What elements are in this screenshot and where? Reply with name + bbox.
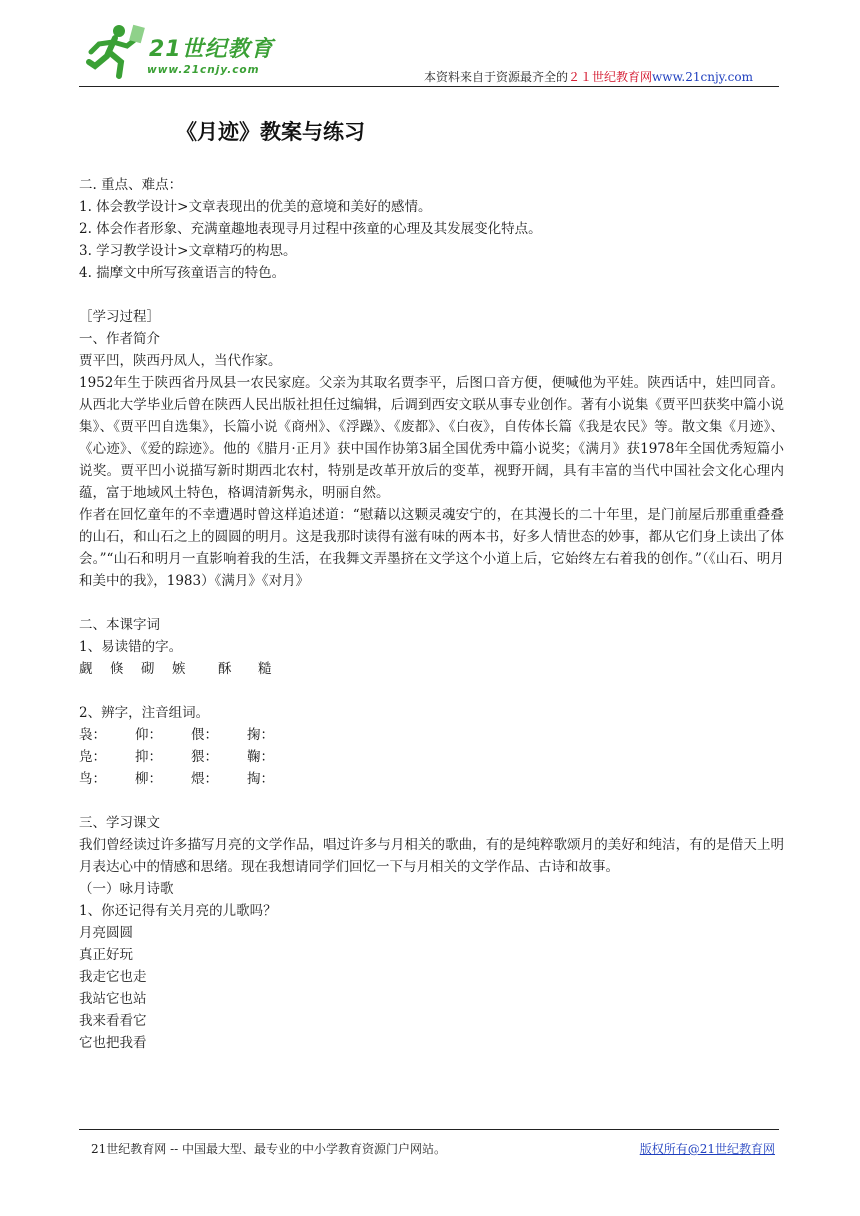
vocab-char: 酥 [218,661,232,677]
author-paragraph: 1952年生于陕西省丹凤县一农民家庭。父亲为其取名贾李平，后图口音方便，便喊他为平娃。陕西话中，娃凹同音。从西北大学毕业后曾在陕西人民出版社担任过编辑，后调到西安文联从事专业创作。著有小说集《贾平凹获奖中篇小说集》、《贾平凹自选集》，长篇小说《商州》、《浮躁》、《废都》、《白夜》，自传体长篇《我是农民》等。散文集《月迹》、《心迹》、《爱的踪迹》。他的《腊月·正月》获中国作协第3届全国优秀中篇小说奖；《满月》获1978年全国优秀短篇小说奖。贾平凹小说描写新时期西北农村，特别是改革开放后的变革，视野开阔，具有丰富的当代中国社会文化心理内蕴，富于地域风土特色，格调清新隽永，明丽自然。 [79,375,784,501]
keypoint-item: 3. 学习教学设计>文章精巧的构思。 [79,243,297,259]
footer-site-description: 21世纪教育网 -- 中国最大型、最专业的中小学教育资源门户网站。 [91,1142,447,1156]
poem-line: 我来看看它 [79,1013,147,1029]
study-intro: 我们曾经读过许多描写月亮的文学作品，唱过许多与月相关的歌曲，有的是纯粹歌颂月的美好和纯洁，有的是借天上明月表达心中的情感和思绪。现在我想请同学们回忆一下与月相关的文学作品、古诗和故事。 [79,837,784,875]
compare-cell: 袅： [79,727,106,743]
keypoints-heading: 二. 重点、难点： [79,177,183,193]
header-note-brand[interactable]: ２１世纪教育网 [568,70,653,84]
compare-cell: 掏： [247,771,274,787]
poem-line: 月亮圆圆 [79,925,133,941]
document-body [79,174,784,1054]
misread-characters [79,658,784,680]
char-compare-row [79,768,784,790]
author-paragraph: 作者在回忆童年的不幸遭遇时曾这样追述道：“慰藉以这颗灵魂安宁的，在其漫长的二十年里，是门前屋后那重重叠叠的山石，和山石之上的圆圆的明月。这是我那时读得有滋有味的两本书，好多人情世态的妙事，都从它们身上读出了体会。”“山石和明月一直影响着我的生活，在我舞文弄墨挤在文学这个小道上后，它始终左右着我的创作。”（《山石、明月和美中的我》，1983）《满月》《对月》 [79,507,784,589]
vocab-sub1: 1、易读错的字。 [79,639,183,655]
study-heading: 三、学习课文 [79,815,160,831]
compare-cell: 偎： [191,727,218,743]
char-compare-row [79,746,784,768]
poem-line: 我站它也站 [79,991,147,1007]
vocab-char: 倏 [110,661,124,677]
page-title: 《月迹》教案与练习 [176,119,365,144]
process-heading: ［学习过程］ [79,309,160,325]
keypoint-item: 4. 揣摩文中所写孩童语言的特色。 [79,265,286,281]
compare-cell: 鞠： [247,749,274,765]
header-note-prefix: 本资料来自于资源最齐全的 [424,70,569,84]
compare-cell: 掬： [247,727,274,743]
vocab-char: 砌 [141,661,155,677]
vocab-char: 嫉 [172,661,186,677]
char-compare-row [79,724,784,746]
header-note [424,68,753,85]
keypoint-item: 2. 体会作者形象、充满童趣地表现寻月过程中孩童的心理及其发展变化特点。 [79,221,542,237]
vocab-heading: 二、本课字词 [79,617,160,633]
compare-cell: 凫： [79,749,106,765]
author-paragraph: 贾平凹，陕西丹凤人，当代作家。 [79,353,282,369]
poem-section-heading: （一）咏月诗歌 [79,881,174,897]
poem-line: 真正好玩 [79,947,133,963]
footer-copyright-link[interactable]: 版权所有@21世纪教育网 [639,1142,775,1156]
vocab-char: 觑 [79,661,93,677]
compare-cell: 煨： [191,771,218,787]
compare-cell: 鸟： [79,771,106,787]
poem-line: 我走它也走 [79,969,147,985]
keypoint-item: 1. 体会教学设计>文章表现出的优美的意境和美好的感情。 [79,199,432,215]
logo-url: www.21cnjy.com [147,64,260,76]
page-header [79,22,779,87]
compare-cell: 柳： [135,771,162,787]
header-note-url[interactable]: www.21cnjy.com [652,70,753,84]
compare-cell: 抑： [135,749,162,765]
vocab-char: 糙 [258,661,272,677]
logo-name: 21世纪教育 [149,37,274,62]
vocab-sub2: 2、辨字，注音组词。 [79,705,210,721]
page-footer [79,1129,779,1156]
poem-line: 它也把我看 [79,1035,147,1051]
site-logo[interactable] [79,22,319,82]
compare-cell: 仰： [135,727,162,743]
poem-question: 1、你还记得有关月亮的儿歌吗？ [79,903,277,919]
author-heading: 一、作者简介 [79,331,160,347]
runner-logo-icon [79,22,147,82]
compare-cell: 猥： [191,749,218,765]
